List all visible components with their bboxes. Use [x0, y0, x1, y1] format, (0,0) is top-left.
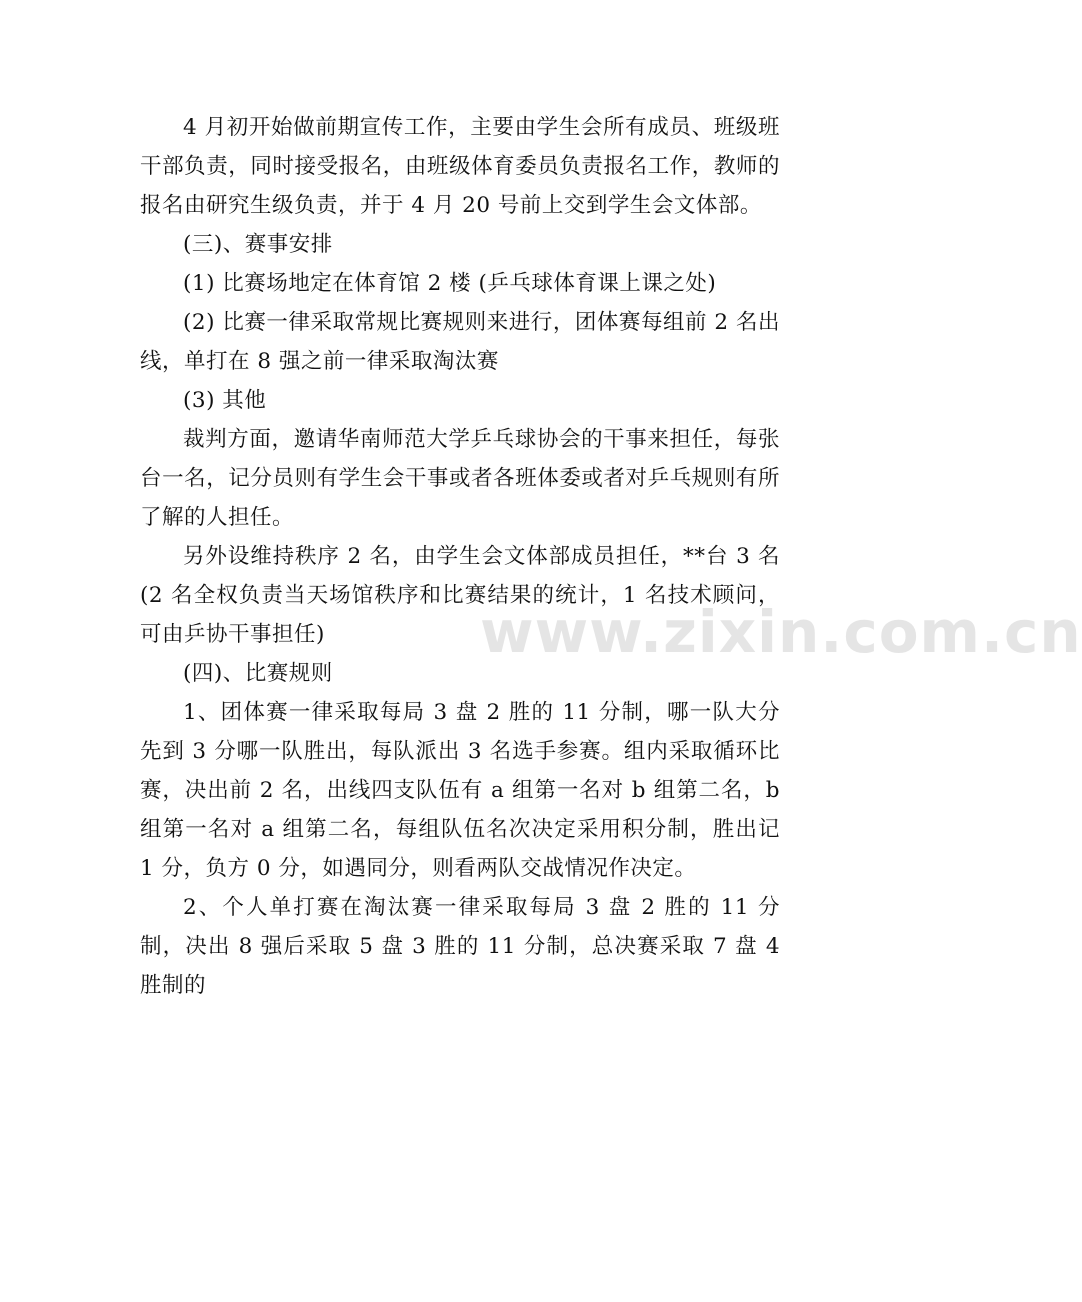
paragraph-order-staff: 另外设维持秩序 2 名，由学生会文体部成员担任，**台 3 名 (2 名全权负责当天场馆秩序和比赛结果的统计，1 名技术顾问，可由乒协干事担任) [140, 544, 780, 647]
watermark-logo: www.zixin.com.cn [480, 598, 1082, 666]
paragraph-referees: 裁判方面，邀请华南师范大学乒乓球协会的干事来担任，每张台一名，记分员则有学生会干事或者各班体委或者对乒乓规则有所了解的人担任。 [140, 427, 780, 530]
document-body [140, 108, 780, 1005]
paragraph-publicity: 4 月初开始做前期宣传工作，主要由学生会所有成员、班级班干部负责，同时接受报名，由班级体育委员负责报名工作，教师的报名由研究生级负责，并于 4 月 20 号前上交到学生会文体部。 [140, 115, 780, 218]
paragraph-venue: (1) 比赛场地定在体育馆 2 楼 (乒乓球体育课上课之处) [183, 271, 717, 296]
paragraph-singles-rules: 2、个人单打赛在淘汰赛一律采取每局 3 盘 2 胜的 11 分制，决出 8 强后采取 5 盘 3 胜的 11 分制，总决赛采取 7 盘 4 胜制的 [140, 895, 780, 998]
paragraph-team-rules: 1、团体赛一律采取每局 3 盘 2 胜的 11 分制，哪一队大分先到 3 分哪一队胜出，每队派出 3 名选手参赛。组内采取循环比赛，决出前 2 名，出线四支队伍有 a 组第一名对 b 组第二名，b 组第一名对 a 组第二名，每组队伍名次决定采用积分制，胜出记 1 分，负方 0 分，如遇同分，则看两队交战情况作决定。 [140, 700, 780, 881]
paragraph-rules-general: (2) 比赛一律采取常规比赛规则来进行，团体赛每组前 2 名出线，单打在 8 强之前一律采取淘汰赛 [140, 310, 780, 374]
heading-match-rules: (四)、比赛规则 [183, 661, 333, 686]
heading-schedule: (三)、赛事安排 [183, 232, 333, 257]
paragraph-other: (3) 其他 [183, 388, 267, 413]
